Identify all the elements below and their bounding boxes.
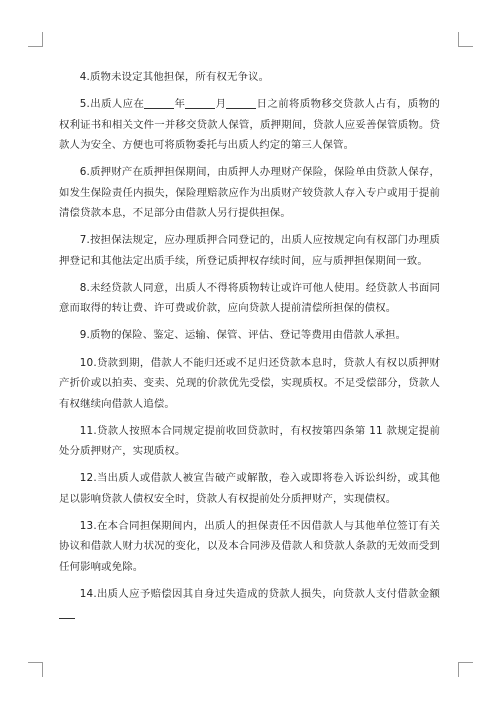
clause-5 (59, 94, 440, 156)
document-body (59, 67, 440, 632)
clause-5-part-a: 5.出质人应在 (79, 98, 145, 111)
clause-8: 8.未经贷款人同意，出质人不得将质物转让或许可他人使用。经贷款人书面同意而取得的转让费、许可费或价款，应向贷款人提前清偿所担保的债权。 (59, 281, 440, 315)
crop-mark-bottom-left (28, 662, 43, 677)
clause-14-text: 14.出质人应予赔偿因其自身过失造成的贷款人损失，向贷款人支付借款金额 (79, 587, 440, 600)
clause-14 (59, 584, 440, 625)
clause-6: 6.质押财产在质押担保期间，由质押人办理财产保险，保险单由贷款人保存，如发生保险责任内损失，保险理赔款应作为出质财产较贷款人存入专户或用于提前清偿贷款本息，不足部分由借款人另行提供担保。 (59, 166, 440, 220)
blank-day[interactable] (226, 96, 256, 109)
blank-year[interactable] (144, 96, 174, 109)
clause-7: 7.按担保法规定，应办理质押合同登记的，出质人应按规定向有权部门办理质押登记和其他法定出质手续，所登记质押权存续时间，应与质押担保期间一致。 (59, 234, 440, 267)
clause-13: 13.在本合同担保期间内，出质人的担保责任不因借款人与其他单位签订有关协议和借款人财力状况的变化，以及本合同涉及借款人和贷款人条款的无效而受到任何影响或免除。 (59, 519, 440, 573)
clause-5-year-label: 年 (174, 98, 186, 111)
clause-9: 9.质物的保险、鉴定、运输、保管、评估、登记等费用由借款人承担。 (79, 329, 407, 342)
clause-10: 10.贷款到期，借款人不能归还或不足归还贷款本息时，贷款人有权以质押财产折价或以拍卖、变卖、兑现的价款优先受偿，实现质权。不足受偿部分，贷款人有权继续向借款人追偿。 (59, 356, 440, 410)
clause-11: 11.贷款人按照本合同规定提前收回贷款时，有权按第四条第 11 款规定提前处分质押财产，实现质权。 (59, 424, 440, 458)
blank-amount[interactable] (59, 606, 75, 619)
clause-5-part-d: 日之前将质物移交贷款人占有，质物的权利证书和相关文件一并移交贷款人保管，质押期间，贷款人应妥善保管质物。贷款人为安全、方便也可将质物委托与出质人约定的第三人保管。 (59, 98, 440, 152)
clause-12: 12.当出质人或借款人被宣告破产或解散，卷入或即将卷入诉讼纠纷，或其他足以影响贷款人债权安全时，贷款人有权提前处分质押财产，实现债权。 (59, 472, 440, 505)
clause-5-month-label: 月 (215, 98, 227, 111)
blank-month[interactable] (185, 96, 215, 109)
clause-4: 4.质物未设定其他担保，所有权无争议。 (79, 71, 270, 83)
crop-mark-top-left (28, 32, 43, 47)
crop-mark-top-right (458, 32, 473, 47)
crop-mark-bottom-right (458, 662, 473, 677)
